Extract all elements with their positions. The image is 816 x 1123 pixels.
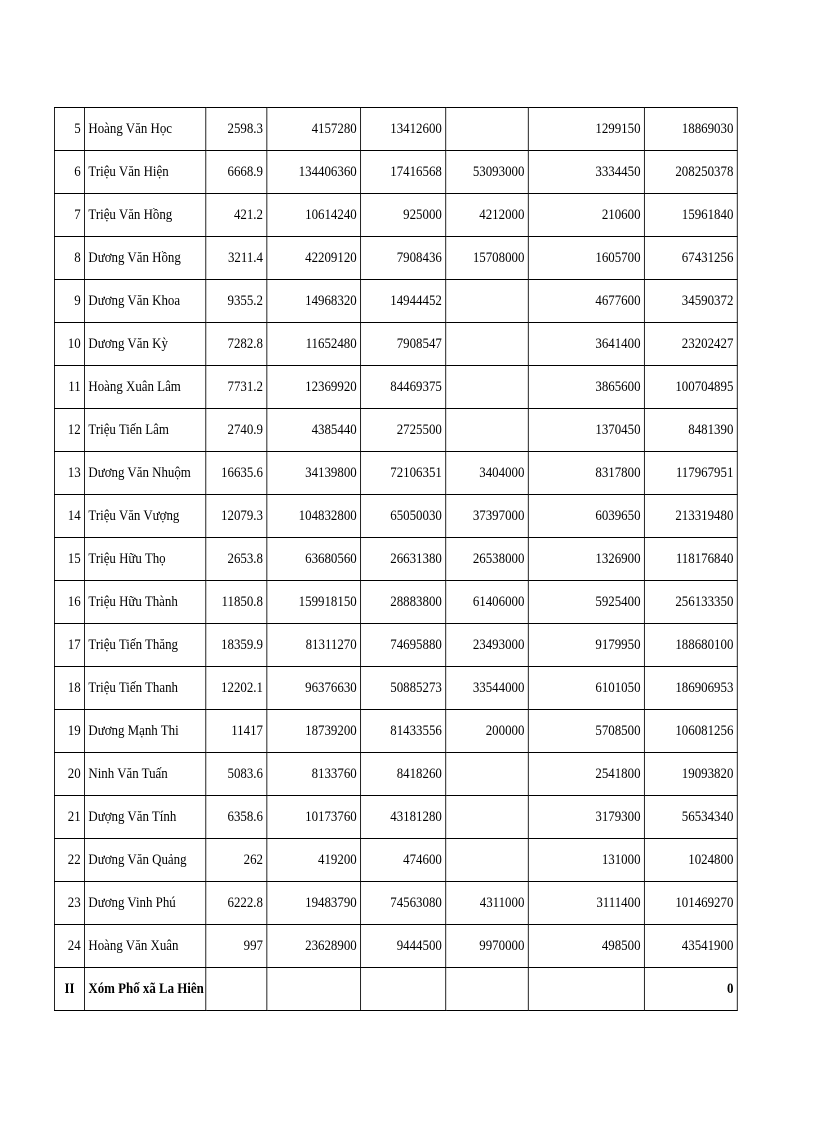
row-number-cell: 20 [54, 753, 84, 796]
value-cell-2: 4157280 [267, 108, 361, 151]
value-cell-1: 9355.2 [206, 280, 267, 323]
value-cell-3: 81433556 [361, 710, 446, 753]
value-cell-3: 2725500 [361, 409, 446, 452]
value-cell-4: 15708000 [446, 237, 529, 280]
value-cell-1: 11850.8 [206, 581, 267, 624]
table-row [54, 581, 737, 624]
value-cell-1: 262 [206, 839, 267, 882]
value-cell-5: 4677600 [528, 280, 644, 323]
value-cell-1: 16635.6 [206, 452, 267, 495]
name-cell: Dương Mạnh Thi [85, 710, 206, 753]
value-cell-5: 3865600 [528, 366, 644, 409]
value-cell-3: 74695880 [361, 624, 446, 667]
value-cell-5: 1299150 [528, 108, 644, 151]
table-row [54, 839, 737, 882]
total-cell: 101469270 [644, 882, 737, 925]
value-cell-2: 18739200 [267, 710, 361, 753]
name-cell: Hoàng Văn Xuân [85, 925, 206, 968]
row-number-cell: 21 [54, 796, 84, 839]
table-row [54, 452, 737, 495]
total-cell: 56534340 [644, 796, 737, 839]
name-cell: Triệu Tiến Lâm [85, 409, 206, 452]
table-row [54, 151, 737, 194]
value-cell-3: 65050030 [361, 495, 446, 538]
row-number-cell: 5 [54, 108, 84, 151]
row-number-cell: 11 [54, 366, 84, 409]
total-cell: 34590372 [644, 280, 737, 323]
name-cell: Triệu Văn Hiện [85, 151, 206, 194]
value-cell-5: 3111400 [528, 882, 644, 925]
household-table [54, 107, 738, 1011]
name-cell: Dương Văn Kỳ [85, 323, 206, 366]
section-value-cell-4 [446, 968, 529, 1011]
value-cell-5: 210600 [528, 194, 644, 237]
value-cell-4 [446, 280, 529, 323]
section-value-cell-1 [206, 968, 267, 1011]
table-row [54, 882, 737, 925]
value-cell-5: 1605700 [528, 237, 644, 280]
value-cell-4 [446, 839, 529, 882]
value-cell-4: 9970000 [446, 925, 529, 968]
name-cell: Triệu Tiến Thanh [85, 667, 206, 710]
value-cell-1: 6668.9 [206, 151, 267, 194]
value-cell-3: 8418260 [361, 753, 446, 796]
value-cell-2: 419200 [267, 839, 361, 882]
value-cell-2: 23628900 [267, 925, 361, 968]
name-cell: Dương Văn Khoa [85, 280, 206, 323]
name-cell: Triệu Văn Hồng [85, 194, 206, 237]
value-cell-1: 18359.9 [206, 624, 267, 667]
value-cell-3: 7908436 [361, 237, 446, 280]
value-cell-3: 74563080 [361, 882, 446, 925]
value-cell-3: 43181280 [361, 796, 446, 839]
total-cell: 117967951 [644, 452, 737, 495]
row-number-cell: 15 [54, 538, 84, 581]
section-value-cell-5 [528, 968, 644, 1011]
row-number-cell: 9 [54, 280, 84, 323]
row-number-cell: 24 [54, 925, 84, 968]
table-row [54, 667, 737, 710]
value-cell-4: 200000 [446, 710, 529, 753]
table-row [54, 753, 737, 796]
value-cell-2: 34139800 [267, 452, 361, 495]
value-cell-3: 84469375 [361, 366, 446, 409]
total-cell: 186906953 [644, 667, 737, 710]
value-cell-4: 23493000 [446, 624, 529, 667]
value-cell-2: 11652480 [267, 323, 361, 366]
value-cell-1: 6358.6 [206, 796, 267, 839]
value-cell-4 [446, 753, 529, 796]
total-cell: 43541900 [644, 925, 737, 968]
value-cell-2: 10173760 [267, 796, 361, 839]
table-row [54, 108, 737, 151]
table-row [54, 710, 737, 753]
name-cell: Triệu Hữu Thành [85, 581, 206, 624]
value-cell-2: 63680560 [267, 538, 361, 581]
value-cell-4 [446, 796, 529, 839]
value-cell-4: 4212000 [446, 194, 529, 237]
table-row [54, 194, 737, 237]
section-row-number-cell: II [54, 968, 84, 1011]
section-value-cell-3 [361, 968, 446, 1011]
table-row [54, 538, 737, 581]
total-cell: 1024800 [644, 839, 737, 882]
value-cell-5: 5925400 [528, 581, 644, 624]
name-cell: Hoàng Văn Học [85, 108, 206, 151]
row-number-cell: 6 [54, 151, 84, 194]
value-cell-3: 50885273 [361, 667, 446, 710]
total-cell: 256133350 [644, 581, 737, 624]
value-cell-5: 9179950 [528, 624, 644, 667]
row-number-cell: 7 [54, 194, 84, 237]
value-cell-3: 7908547 [361, 323, 446, 366]
value-cell-2: 8133760 [267, 753, 361, 796]
value-cell-1: 997 [206, 925, 267, 968]
value-cell-3: 925000 [361, 194, 446, 237]
total-cell: 67431256 [644, 237, 737, 280]
value-cell-3: 9444500 [361, 925, 446, 968]
value-cell-5: 1370450 [528, 409, 644, 452]
value-cell-1: 2740.9 [206, 409, 267, 452]
value-cell-2: 4385440 [267, 409, 361, 452]
value-cell-3: 28883800 [361, 581, 446, 624]
value-cell-5: 3334450 [528, 151, 644, 194]
total-cell: 118176840 [644, 538, 737, 581]
value-cell-5: 6039650 [528, 495, 644, 538]
value-cell-1: 2653.8 [206, 538, 267, 581]
section-value-cell-2 [267, 968, 361, 1011]
total-cell: 18869030 [644, 108, 737, 151]
value-cell-4: 26538000 [446, 538, 529, 581]
total-cell: 15961840 [644, 194, 737, 237]
row-number-cell: 17 [54, 624, 84, 667]
value-cell-5: 5708500 [528, 710, 644, 753]
value-cell-3: 26631380 [361, 538, 446, 581]
value-cell-1: 2598.3 [206, 108, 267, 151]
value-cell-4: 37397000 [446, 495, 529, 538]
value-cell-4 [446, 108, 529, 151]
row-number-cell: 13 [54, 452, 84, 495]
value-cell-2: 159918150 [267, 581, 361, 624]
row-number-cell: 10 [54, 323, 84, 366]
value-cell-4: 4311000 [446, 882, 529, 925]
table-row [54, 237, 737, 280]
total-cell: 213319480 [644, 495, 737, 538]
value-cell-1: 12079.3 [206, 495, 267, 538]
row-number-cell: 16 [54, 581, 84, 624]
row-number-cell: 14 [54, 495, 84, 538]
table-row [54, 495, 737, 538]
name-cell: Dương Văn Quảng [85, 839, 206, 882]
value-cell-2: 96376630 [267, 667, 361, 710]
value-cell-2: 42209120 [267, 237, 361, 280]
value-cell-4: 53093000 [446, 151, 529, 194]
value-cell-5: 3179300 [528, 796, 644, 839]
total-cell: 19093820 [644, 753, 737, 796]
name-cell: Ninh Văn Tuấn [85, 753, 206, 796]
name-cell: Dượng Văn Tính [85, 796, 206, 839]
value-cell-2: 10614240 [267, 194, 361, 237]
value-cell-1: 3211.4 [206, 237, 267, 280]
table-row [54, 624, 737, 667]
name-cell: Dương Văn Hồng [85, 237, 206, 280]
value-cell-1: 5083.6 [206, 753, 267, 796]
table-row [54, 366, 737, 409]
row-number-cell: 12 [54, 409, 84, 452]
row-number-cell: 22 [54, 839, 84, 882]
name-cell: Dương Văn Nhuộm [85, 452, 206, 495]
value-cell-3: 14944452 [361, 280, 446, 323]
value-cell-5: 6101050 [528, 667, 644, 710]
value-cell-2: 104832800 [267, 495, 361, 538]
value-cell-2: 134406360 [267, 151, 361, 194]
value-cell-1: 7282.8 [206, 323, 267, 366]
value-cell-2: 14968320 [267, 280, 361, 323]
name-cell: Triệu Tiến Thăng [85, 624, 206, 667]
name-cell: Triệu Hữu Thọ [85, 538, 206, 581]
value-cell-4: 33544000 [446, 667, 529, 710]
value-cell-3: 17416568 [361, 151, 446, 194]
value-cell-1: 6222.8 [206, 882, 267, 925]
name-cell: Hoàng Xuân Lâm [85, 366, 206, 409]
row-number-cell: 19 [54, 710, 84, 753]
value-cell-1: 12202.1 [206, 667, 267, 710]
section-total-cell: 0 [644, 968, 737, 1011]
table-body [54, 108, 737, 1011]
value-cell-3: 72106351 [361, 452, 446, 495]
value-cell-4 [446, 366, 529, 409]
value-cell-2: 19483790 [267, 882, 361, 925]
name-cell: Triệu Văn Vượng [85, 495, 206, 538]
total-cell: 8481390 [644, 409, 737, 452]
table-row [54, 280, 737, 323]
total-cell: 23202427 [644, 323, 737, 366]
table-row [54, 796, 737, 839]
row-number-cell: 8 [54, 237, 84, 280]
value-cell-5: 8317800 [528, 452, 644, 495]
value-cell-5: 1326900 [528, 538, 644, 581]
table-row [54, 409, 737, 452]
row-number-cell: 23 [54, 882, 84, 925]
total-cell: 106081256 [644, 710, 737, 753]
value-cell-2: 81311270 [267, 624, 361, 667]
section-row [54, 968, 737, 1011]
value-cell-1: 421.2 [206, 194, 267, 237]
value-cell-5: 3641400 [528, 323, 644, 366]
name-cell: Dương Vinh Phú [85, 882, 206, 925]
value-cell-1: 7731.2 [206, 366, 267, 409]
total-cell: 208250378 [644, 151, 737, 194]
value-cell-1: 11417 [206, 710, 267, 753]
section-name-cell: Xóm Phố xã La Hiên [85, 968, 206, 1011]
value-cell-2: 12369920 [267, 366, 361, 409]
value-cell-3: 13412600 [361, 108, 446, 151]
value-cell-5: 131000 [528, 839, 644, 882]
table-row [54, 925, 737, 968]
row-number-cell: 18 [54, 667, 84, 710]
table-row [54, 323, 737, 366]
value-cell-4 [446, 409, 529, 452]
value-cell-3: 474600 [361, 839, 446, 882]
total-cell: 188680100 [644, 624, 737, 667]
value-cell-4: 61406000 [446, 581, 529, 624]
value-cell-5: 498500 [528, 925, 644, 968]
value-cell-4 [446, 323, 529, 366]
value-cell-5: 2541800 [528, 753, 644, 796]
value-cell-4: 3404000 [446, 452, 529, 495]
total-cell: 100704895 [644, 366, 737, 409]
